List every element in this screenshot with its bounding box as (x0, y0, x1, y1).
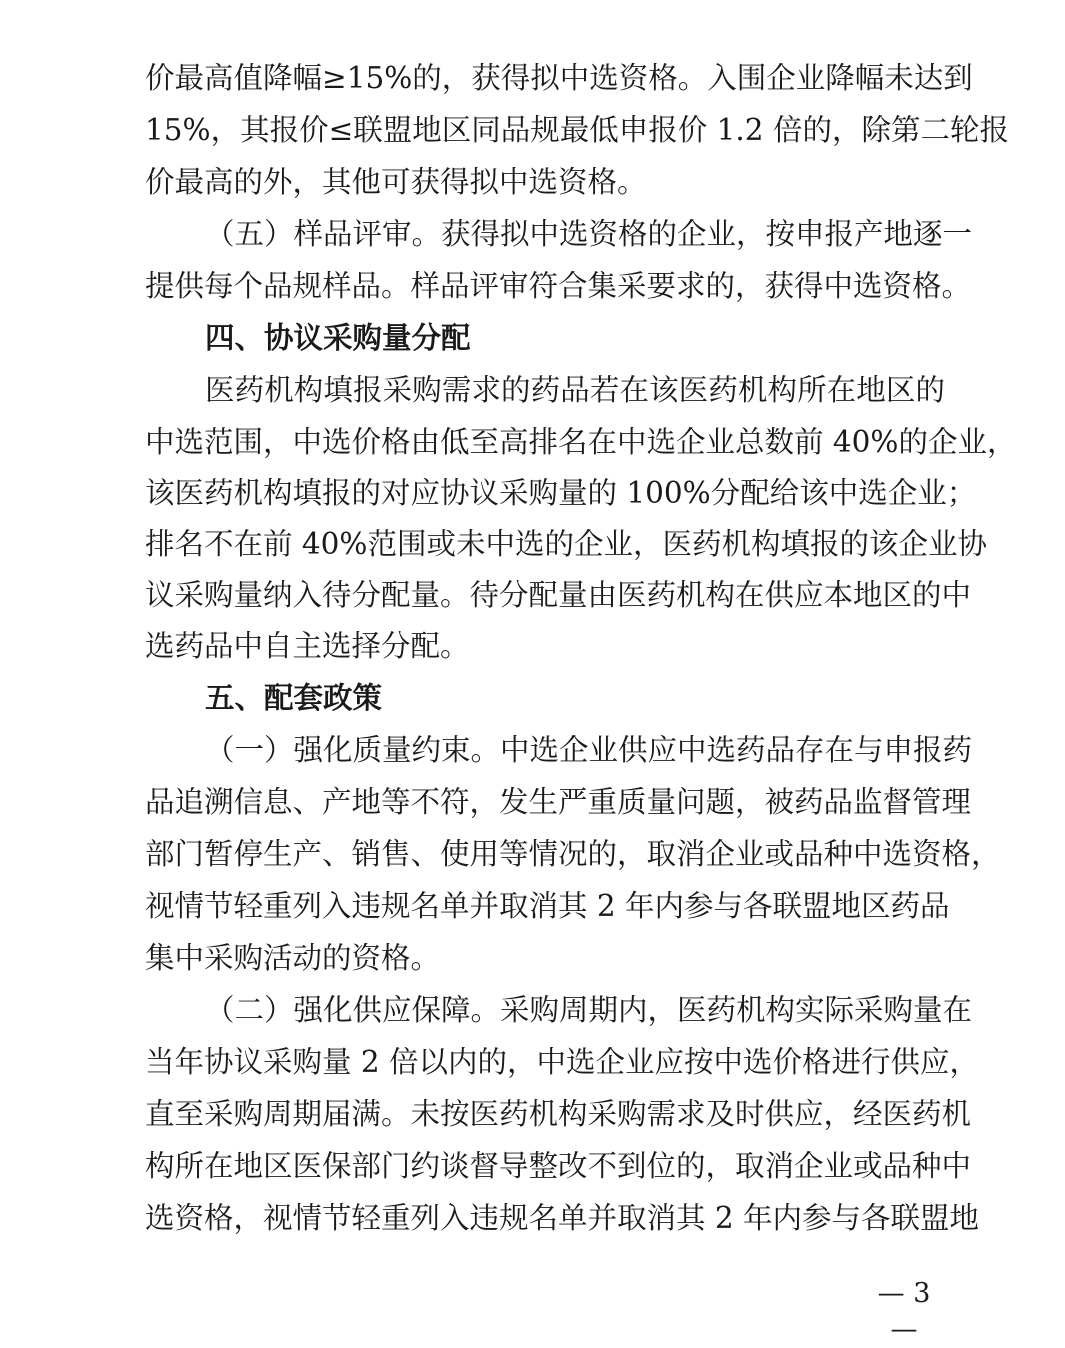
text-line-2: 15%，其报价≤联盟地区同品规最低申报价 1.2 倍的，除第二轮报 (145, 113, 1009, 147)
text-line-16: 部门暂停生产、销售、使用等情况的，取消企业或品种中选资格， (145, 837, 1001, 871)
text-line-5: 提供每个品规样品。样品评审符合集采要求的，获得中选资格。 (145, 269, 972, 303)
section-heading-4: 四、协议采购量分配 (205, 321, 471, 355)
text-line-21: 直至采购周期届满。未按医药机构采购需求及时供应，经医药机 (145, 1097, 972, 1131)
text-line-19: （二）强化供应保障。采购周期内，医药机构实际采购量在 (205, 993, 973, 1027)
text-line-14: （一）强化质量约束。中选企业供应中选药品存在与申报药 (205, 733, 973, 767)
text-line-15: 品追溯信息、产地等不符，发生严重质量问题，被药品监督管理 (145, 785, 972, 819)
page-number: — 3 — (877, 1278, 931, 1345)
text-line-1: 价最高值降幅≥15%的，获得拟中选资格。入围企业降幅未达到 (145, 61, 973, 95)
text-line-20: 当年协议采购量 2 倍以内的，中选企业应按中选价格进行供应， (145, 1045, 980, 1079)
text-line-22: 构所在地区医保部门约谈督导整改不到位的，取消企业或品种中 (145, 1149, 972, 1183)
text-line-11: 议采购量纳入待分配量。待分配量由医药机构在供应本地区的中 (145, 578, 972, 612)
text-line-8: 中选范围，中选价格由低至高排名在中选企业总数前 40%的企业， (145, 425, 1017, 459)
section-heading-5: 五、配套政策 (205, 681, 383, 715)
text-line-3: 价最高的外，其他可获得拟中选资格。 (145, 165, 647, 199)
text-line-9: 该医药机构填报的对应协议采购量的 100%分配给该中选企业； (145, 476, 977, 510)
text-line-10: 排名不在前 40%范围或未中选的企业，医药机构填报的该企业协 (145, 527, 987, 561)
text-line-23: 选资格，视情节轻重列入违规名单并取消其 2 年内参与各联盟地 (145, 1201, 980, 1235)
text-line-17: 视情节轻重列入违规名单并取消其 2 年内参与各联盟地区药品 (145, 889, 950, 923)
text-line-4: （五）样品评审。获得拟中选资格的企业，按申报产地逐一 (205, 217, 973, 251)
text-line-7: 医药机构填报采购需求的药品若在该医药机构所在地区的 (205, 373, 945, 407)
text-line-18: 集中采购活动的资格。 (145, 941, 441, 975)
text-line-12: 选药品中自主选择分配。 (145, 629, 470, 663)
